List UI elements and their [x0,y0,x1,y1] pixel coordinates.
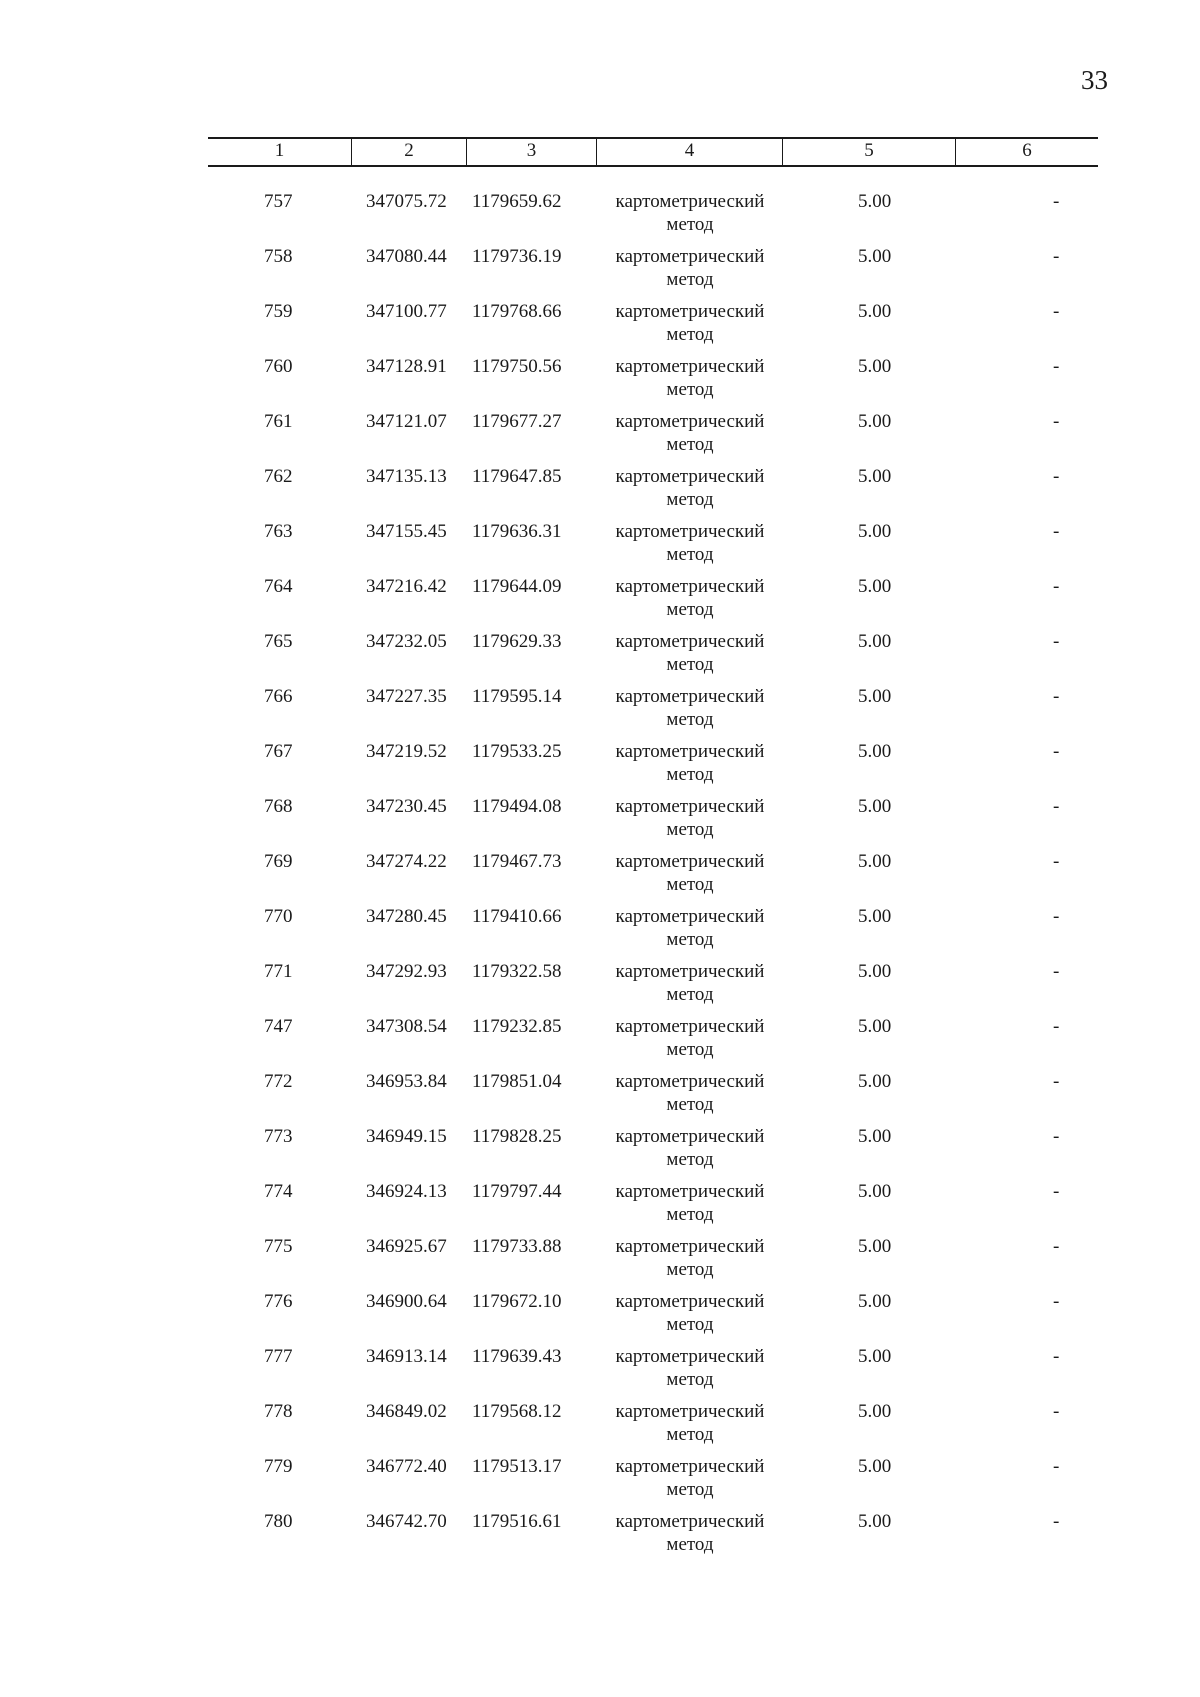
method-line-2: метод [666,1149,714,1170]
coordinate-x: 347121.07 [366,411,447,432]
table-row [208,960,1098,1015]
coordinate-x: 346772.40 [366,1456,447,1477]
accuracy: 5.00 [858,521,892,542]
coordinate-x: 347308.54 [366,1016,447,1037]
method-line-2: метод [666,1479,714,1500]
method-line-2: метод [666,929,714,950]
method-line-1: картометрический [615,851,765,872]
coordinate-y: 1179636.31 [472,521,562,542]
method-cell [597,1345,783,1400]
point-number: 778 [264,1401,293,1422]
coordinate-x: 346913.14 [366,1346,447,1367]
point-number: 769 [264,851,293,872]
table-row [208,465,1098,520]
note: - [1053,411,1060,432]
coordinate-y: 1179828.25 [472,1126,562,1147]
method-line-2: метод [666,1259,714,1280]
point-number: 757 [264,191,293,212]
method-line-1: картометрический [615,796,765,817]
method-line-2: метод [666,599,714,620]
point-number: 758 [264,246,293,267]
point-number: 765 [264,631,293,652]
header-col-4: 4 [597,139,783,165]
accuracy: 5.00 [858,1016,892,1037]
accuracy: 5.00 [858,1401,892,1422]
point-number: 777 [264,1346,293,1367]
note: - [1053,576,1060,597]
table-row [208,1510,1098,1565]
method-cell [597,520,783,575]
method-line-1: картометрический [615,1291,765,1312]
method-cell [597,1400,783,1455]
coordinate-x: 346925.67 [366,1236,447,1257]
method-line-2: метод [666,544,714,565]
method-line-2: метод [666,654,714,675]
coordinate-y: 1179768.66 [472,301,562,322]
point-number: 764 [264,576,293,597]
table-row [208,245,1098,300]
table-row [208,630,1098,685]
coordinate-x: 346849.02 [366,1401,447,1422]
coordinate-y: 1179410.66 [472,906,562,927]
point-number: 762 [264,466,293,487]
point-number: 773 [264,1126,293,1147]
method-cell [597,740,783,795]
method-cell [597,1290,783,1345]
coordinate-y: 1179851.04 [472,1071,562,1092]
coordinate-y: 1179672.10 [472,1291,562,1312]
method-cell [597,1235,783,1290]
method-cell [597,905,783,960]
point-number: 776 [264,1291,293,1312]
method-line-2: метод [666,819,714,840]
note: - [1053,356,1060,377]
note: - [1053,521,1060,542]
point-number: 747 [264,1016,293,1037]
accuracy: 5.00 [858,1456,892,1477]
point-number: 768 [264,796,293,817]
accuracy: 5.00 [858,301,892,322]
method-cell [597,300,783,355]
point-number: 770 [264,906,293,927]
method-cell [597,1510,783,1565]
method-line-2: метод [666,764,714,785]
table-row [208,1015,1098,1070]
page-number: 33 [1081,65,1108,95]
coordinate-y: 1179797.44 [472,1181,562,1202]
method-line-1: картометрический [615,576,765,597]
coordinate-y: 1179516.61 [472,1511,562,1532]
table-row [208,190,1098,245]
note: - [1053,741,1060,762]
table-row [208,905,1098,960]
coordinate-x: 347292.93 [366,961,447,982]
accuracy: 5.00 [858,1291,892,1312]
method-line-2: метод [666,379,714,400]
coordinate-y: 1179677.27 [472,411,562,432]
coordinate-x: 346949.15 [366,1126,447,1147]
point-number: 767 [264,741,293,762]
method-line-1: картометрический [615,411,765,432]
note: - [1053,191,1060,212]
coordinate-y: 1179595.14 [472,686,562,707]
note: - [1053,631,1060,652]
note: - [1053,1401,1060,1422]
coordinate-y: 1179733.88 [472,1236,562,1257]
note: - [1053,1016,1060,1037]
method-cell [597,685,783,740]
coordinate-x: 347232.05 [366,631,447,652]
method-cell [597,960,783,1015]
point-number: 774 [264,1181,293,1202]
method-line-2: метод [666,1534,714,1555]
coordinate-x: 346953.84 [366,1071,447,1092]
coordinate-y: 1179659.62 [472,191,562,212]
accuracy: 5.00 [858,1511,892,1532]
method-line-1: картометрический [615,631,765,652]
accuracy: 5.00 [858,851,892,872]
point-number: 766 [264,686,293,707]
accuracy: 5.00 [858,356,892,377]
accuracy: 5.00 [858,631,892,652]
coordinate-y: 1179647.85 [472,466,562,487]
coordinate-x: 347230.45 [366,796,447,817]
table-row [208,300,1098,355]
coordinate-y: 1179494.08 [472,796,562,817]
note: - [1053,1291,1060,1312]
note: - [1053,796,1060,817]
accuracy: 5.00 [858,1071,892,1092]
table-row [208,1290,1098,1345]
method-cell [597,1455,783,1510]
table-header [208,137,1098,167]
note: - [1053,686,1060,707]
coordinate-x: 347080.44 [366,246,447,267]
coordinate-y: 1179644.09 [472,576,562,597]
coordinate-x: 347280.45 [366,906,447,927]
note: - [1053,1236,1060,1257]
accuracy: 5.00 [858,961,892,982]
accuracy: 5.00 [858,411,892,432]
header-col-5: 5 [783,139,956,165]
header-col-2: 2 [352,139,467,165]
method-cell [597,355,783,410]
note: - [1053,851,1060,872]
note: - [1053,301,1060,322]
method-line-2: метод [666,1204,714,1225]
method-line-2: метод [666,1369,714,1390]
method-cell [597,1125,783,1180]
method-line-1: картометрический [615,356,765,377]
method-line-1: картометрический [615,1456,765,1477]
point-number: 772 [264,1071,293,1092]
method-cell [597,245,783,300]
accuracy: 5.00 [858,1346,892,1367]
method-cell [597,410,783,465]
accuracy: 5.00 [858,1181,892,1202]
coordinate-x: 347128.91 [366,356,447,377]
method-line-1: картометрический [615,1181,765,1202]
method-line-1: картометрический [615,1126,765,1147]
coordinate-x: 346900.64 [366,1291,447,1312]
method-line-1: картометрический [615,1016,765,1037]
accuracy: 5.00 [858,741,892,762]
method-line-2: метод [666,1039,714,1060]
table-row [208,685,1098,740]
accuracy: 5.00 [858,686,892,707]
accuracy: 5.00 [858,191,892,212]
coordinate-x: 347274.22 [366,851,447,872]
method-cell [597,1015,783,1070]
point-number: 761 [264,411,293,432]
table-row [208,1400,1098,1455]
coordinate-y: 1179533.25 [472,741,562,762]
method-line-1: картометрический [615,686,765,707]
coordinate-y: 1179639.43 [472,1346,562,1367]
table-row [208,1070,1098,1125]
method-line-1: картометрический [615,1401,765,1422]
accuracy: 5.00 [858,1236,892,1257]
method-cell [597,465,783,520]
coordinate-x: 347135.13 [366,466,447,487]
coordinate-x: 347100.77 [366,301,447,322]
note: - [1053,1071,1060,1092]
accuracy: 5.00 [858,576,892,597]
method-line-1: картометрический [615,961,765,982]
method-line-1: картометрический [615,906,765,927]
method-line-1: картометрический [615,246,765,267]
method-line-1: картометрический [615,1236,765,1257]
note: - [1053,1126,1060,1147]
coordinate-x: 347075.72 [366,191,447,212]
method-line-1: картометрический [615,1071,765,1092]
coordinate-y: 1179232.85 [472,1016,562,1037]
method-cell [597,190,783,245]
table-row [208,1180,1098,1235]
accuracy: 5.00 [858,466,892,487]
note: - [1053,906,1060,927]
method-cell [597,795,783,850]
method-cell [597,850,783,905]
method-cell [597,1070,783,1125]
method-line-2: метод [666,324,714,345]
note: - [1053,466,1060,487]
table-row [208,1125,1098,1180]
table-row [208,1235,1098,1290]
method-line-2: метод [666,874,714,895]
coordinate-x: 347227.35 [366,686,447,707]
method-line-2: метод [666,1424,714,1445]
method-line-1: картометрический [615,1346,765,1367]
coordinate-y: 1179629.33 [472,631,562,652]
coordinate-x: 346924.13 [366,1181,447,1202]
point-number: 763 [264,521,293,542]
point-number: 775 [264,1236,293,1257]
point-number: 760 [264,356,293,377]
method-line-2: метод [666,489,714,510]
header-col-3: 3 [467,139,597,165]
coordinate-y: 1179736.19 [472,246,562,267]
note: - [1053,1456,1060,1477]
table-row [208,1455,1098,1510]
method-line-2: метод [666,269,714,290]
method-line-2: метод [666,1094,714,1115]
header-col-6: 6 [1022,140,1032,161]
method-line-1: картометрический [615,301,765,322]
method-cell [597,575,783,630]
note: - [1053,1511,1060,1532]
point-number: 780 [264,1511,293,1532]
method-line-1: картометрический [615,521,765,542]
note: - [1053,1181,1060,1202]
coordinate-y: 1179467.73 [472,851,562,872]
method-line-1: картометрический [615,466,765,487]
table-row [208,520,1098,575]
table-row [208,410,1098,465]
note: - [1053,1346,1060,1367]
method-cell [597,1180,783,1235]
method-line-1: картометрический [615,1511,765,1532]
table-row [208,795,1098,850]
table-row [208,575,1098,630]
header-col-1: 1 [208,139,352,165]
coordinate-x: 346742.70 [366,1511,447,1532]
note: - [1053,246,1060,267]
coordinate-y: 1179568.12 [472,1401,562,1422]
accuracy: 5.00 [858,796,892,817]
method-line-2: метод [666,709,714,730]
method-line-2: метод [666,214,714,235]
table-row [208,850,1098,905]
method-line-2: метод [666,984,714,1005]
accuracy: 5.00 [858,1126,892,1147]
coordinate-y: 1179750.56 [472,356,562,377]
coordinate-x: 347155.45 [366,521,447,542]
coordinate-y: 1179322.58 [472,961,562,982]
coordinate-x: 347216.42 [366,576,447,597]
accuracy: 5.00 [858,906,892,927]
table-row [208,740,1098,795]
table-row [208,355,1098,410]
method-line-2: метод [666,434,714,455]
table-row [208,1345,1098,1400]
method-cell [597,630,783,685]
method-line-1: картометрический [615,741,765,762]
point-number: 779 [264,1456,293,1477]
table-body [208,190,1098,1565]
point-number: 771 [264,961,293,982]
point-number: 759 [264,301,293,322]
coordinate-y: 1179513.17 [472,1456,562,1477]
method-line-2: метод [666,1314,714,1335]
note: - [1053,961,1060,982]
method-line-1: картометрический [615,191,765,212]
coordinate-x: 347219.52 [366,741,447,762]
accuracy: 5.00 [858,246,892,267]
